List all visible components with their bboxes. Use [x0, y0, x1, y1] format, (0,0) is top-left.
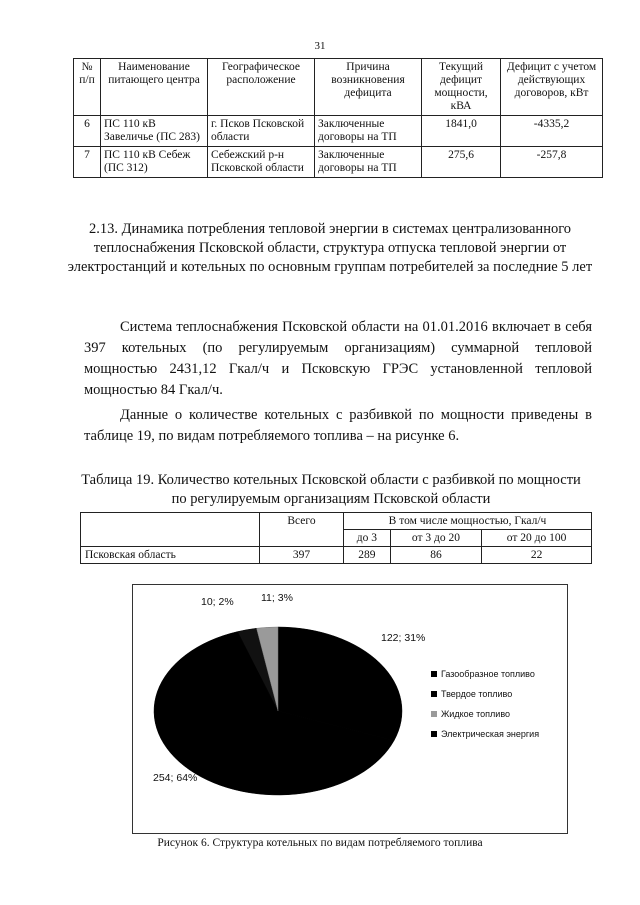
fuel-pie-chart-frame	[132, 584, 568, 834]
cell-reason: Заключенные договоры на ТП	[315, 147, 422, 178]
table-row	[74, 116, 603, 147]
legend-label-electric: Электрическая энергия	[441, 729, 540, 739]
legend-swatch-solid	[431, 691, 437, 697]
cell-current-deficit: 275,6	[422, 147, 501, 178]
cell-reason: Заключенные договоры на ТП	[315, 116, 422, 147]
cell-name: ПС 110 кВ Себеж (ПС 312)	[101, 147, 208, 178]
col-header-current-deficit: Текущий дефицит мощности, кВА	[422, 59, 501, 116]
pie-label-electric: 254; 64%	[153, 772, 198, 784]
legend-label-liquid: Жидкое топливо	[441, 709, 511, 719]
col-subheader-3-to-20: от 3 до 20	[390, 530, 481, 547]
col-header-contract-deficit: Дефицит с учетом действующих договоров, кВт	[501, 59, 603, 116]
cell-location: Себежский р-н Псковской области	[208, 147, 315, 178]
table-header-row	[74, 59, 603, 116]
table-row	[81, 547, 592, 564]
page-number: 31	[314, 40, 326, 52]
header-blank-cell	[81, 513, 260, 547]
table-header-row	[81, 513, 592, 530]
legend-label-solid: Твердое топливо	[441, 689, 513, 699]
cell-number: 6	[74, 116, 101, 147]
paragraph-2: Данные о количестве котельных с разбивкой по мощности приведены в таблице 19, по видам потребляемого топлива – на рисунке 6.	[84, 407, 592, 444]
cell-up-to-3: 289	[344, 547, 391, 564]
figure-caption: Рисунок 6. Структура котельных по видам потребляемого топлива	[157, 837, 483, 849]
col-header-group: В том числе мощностью, Гкал/ч	[344, 513, 592, 530]
pie-label-liquid: 11; 3%	[261, 592, 293, 604]
col-header-number: № п/п	[74, 59, 101, 116]
table-19-caption: Таблица 19. Количество котельных Псковской области с разбивкой по мощности по регулируемым организациям Псковской области	[81, 472, 581, 507]
pie-label-gas: 122; 31%	[381, 632, 426, 644]
legend-swatch-liquid	[431, 711, 437, 717]
cell-name: ПС 110 кВ Завеличье (ПС 283)	[101, 116, 208, 147]
col-header-location: Географическое расположение	[208, 59, 315, 116]
cell-20-to-100: 22	[482, 547, 592, 564]
fuel-pie-chart	[133, 585, 567, 833]
cell-location: г. Псков Псковской области	[208, 116, 315, 147]
cell-3-to-20: 86	[390, 547, 481, 564]
table-row	[74, 147, 603, 178]
col-subheader-up-to-3: до 3	[344, 530, 391, 547]
cell-number: 7	[74, 147, 101, 178]
pie-label-solid: 10; 2%	[201, 596, 234, 608]
cell-contract-deficit: -257,8	[501, 147, 603, 178]
col-header-total: Всего	[260, 513, 344, 547]
col-header-name: Наименование питающего центра	[101, 59, 208, 116]
section-heading: 2.13. Динамика потребления тепловой энергии в системах централизованного теплоснабжения Псковской области, структура отпуска тепловой энергии от электростанций и котельных по основным группам потребителей за последние 5 лет	[67, 221, 593, 275]
cell-contract-deficit: -4335,2	[501, 116, 603, 147]
cell-total: 397	[260, 547, 344, 564]
legend-swatch-gas	[431, 671, 437, 677]
row-label: Псковская область	[81, 547, 260, 564]
col-header-reason: Причина возникновения дефицита	[315, 59, 422, 116]
cell-current-deficit: 1841,0	[422, 116, 501, 147]
substation-deficit-table	[73, 58, 603, 178]
legend-label-gas: Газообразное топливо	[441, 669, 535, 679]
paragraph-1: Система теплоснабжения Псковской области на 01.01.2016 включает в себя 397 котельных (по регулируемым организациям) суммарной тепловой мощностью 2431,12 Гкал/ч и Псковскую ГРЭС установленной тепловой мощностью 84 Гкал/ч.	[84, 319, 592, 398]
col-subheader-20-to-100: от 20 до 100	[482, 530, 592, 547]
legend-swatch-electric	[431, 731, 437, 737]
boiler-capacity-table	[80, 512, 592, 564]
